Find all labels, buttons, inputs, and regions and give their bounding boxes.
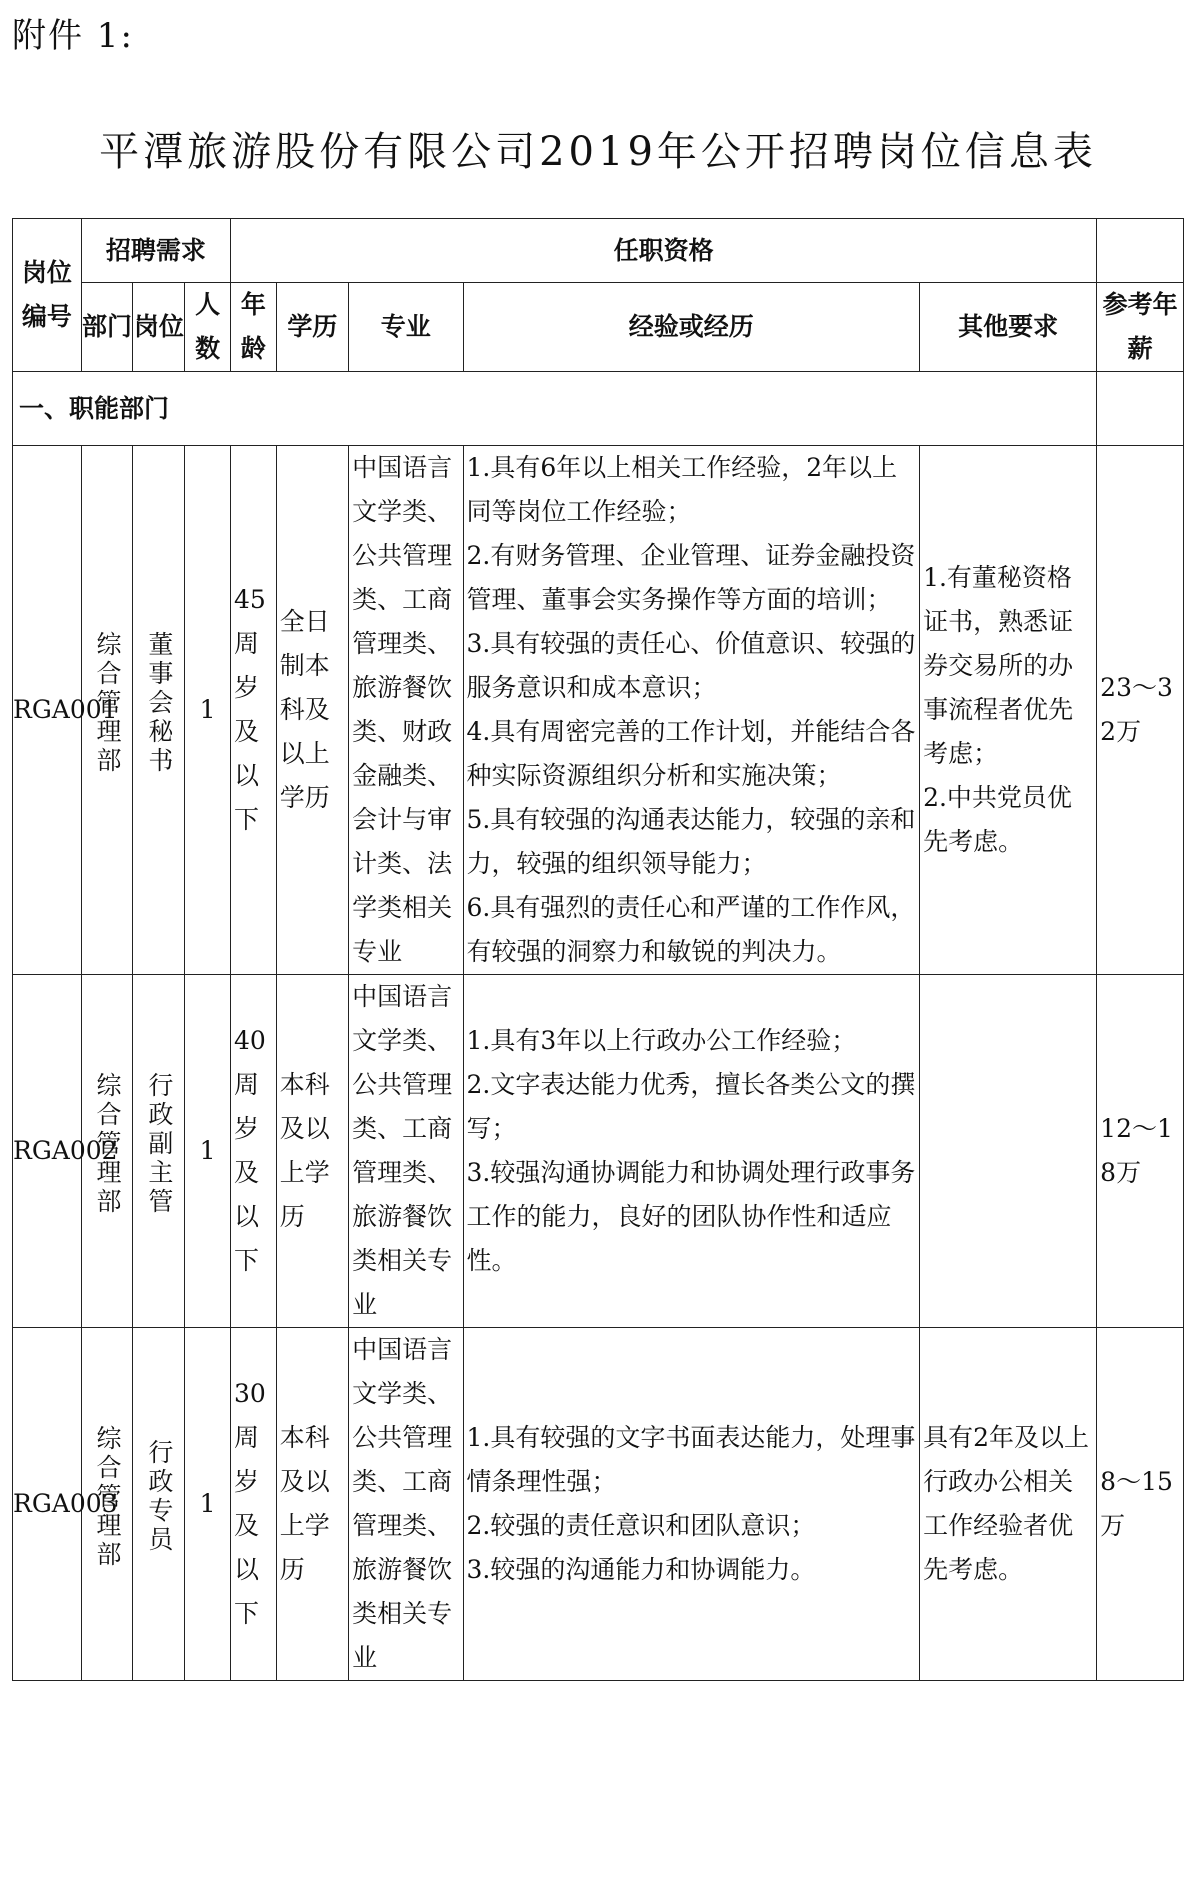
- major-cell: 中国语言文学类、公共管理类、工商管理类、旅游餐饮类、财政金融类、会计与审计类、法学类相关专业: [349, 446, 463, 975]
- header-exp: 经验或经历: [463, 283, 920, 372]
- salary-cell: 12～18万: [1097, 975, 1184, 1328]
- count-cell: 1: [185, 975, 231, 1328]
- post-text: 行政副主管: [144, 1071, 174, 1217]
- post-text: 行政专员: [144, 1439, 174, 1555]
- major-cell: 中国语言文学类、公共管理类、工商管理类、旅游餐饮类相关专业: [349, 975, 463, 1328]
- other-cell: [920, 975, 1097, 1328]
- post-code: RGA001: [13, 446, 82, 975]
- post-text: 董事会秘书: [144, 630, 174, 776]
- header-recruit-group: 招聘需求: [81, 219, 230, 283]
- exp-line: 3.具有较强的责任心、价值意识、较强的服务意识和成本意识；: [466, 629, 916, 702]
- table-row: [13, 1328, 1184, 1681]
- other-line: 具有2年及以上行政办公相关工作经验者优先考虑。: [923, 1423, 1089, 1584]
- dept-cell: [81, 1328, 133, 1681]
- table-row: [13, 975, 1184, 1328]
- count-cell: 1: [185, 446, 231, 975]
- exp-line: 6.具有强烈的责任心和严谨的工作作风，有较强的洞察力和敏锐的判决力。: [466, 893, 916, 966]
- major-cell: 中国语言文学类、公共管理类、工商管理类、旅游餐饮类相关专业: [349, 1328, 463, 1681]
- exp-cell: [463, 975, 920, 1328]
- exp-line: 3.较强的沟通能力和协调能力。: [466, 1555, 816, 1584]
- dept-text: 综合管理部: [93, 630, 123, 776]
- header-post-code: 岗位编号: [13, 219, 82, 372]
- header-other: 其他要求: [920, 283, 1097, 372]
- post-cell: [133, 1328, 185, 1681]
- dept-text: 综合管理部: [93, 1071, 123, 1217]
- other-cell: [920, 1328, 1097, 1681]
- dept-text: 综合管理部: [93, 1424, 123, 1570]
- post-cell: [133, 446, 185, 975]
- salary-cell: 8～15万: [1097, 1328, 1184, 1681]
- other-line: 2.中共党员优先考虑。: [923, 783, 1072, 856]
- annex-label: 附件 1:: [12, 16, 134, 56]
- header-age: 年龄: [231, 283, 277, 372]
- dept-cell: [81, 446, 133, 975]
- post-cell: [133, 975, 185, 1328]
- header-blank: [1097, 219, 1184, 283]
- exp-line: 1.具有较强的文字书面表达能力，处理事情条理性强；: [466, 1423, 916, 1496]
- salary-cell: 23～32万: [1097, 446, 1184, 975]
- edu-cell: 本科及以上学历: [276, 975, 348, 1328]
- post-code: RGA003: [13, 1328, 82, 1681]
- header-count: 人数: [185, 283, 231, 372]
- dept-cell: [81, 975, 133, 1328]
- page-title: 平潭旅游股份有限公司2019年公开招聘岗位信息表: [99, 129, 1097, 175]
- age-cell: 45周岁及以下: [231, 446, 277, 975]
- exp-line: 2.较强的责任意识和团队意识；: [466, 1511, 816, 1540]
- section-title: 一、职能部门: [13, 372, 1097, 446]
- exp-cell: [463, 1328, 920, 1681]
- exp-line: 1.具有3年以上行政办公工作经验；: [466, 1026, 857, 1055]
- edu-cell: 全日制本科及以上学历: [276, 446, 348, 975]
- edu-cell: 本科及以上学历: [276, 1328, 348, 1681]
- post-code: RGA002: [13, 975, 82, 1328]
- count-cell: 1: [185, 1328, 231, 1681]
- header-major: 专业: [349, 283, 463, 372]
- exp-line: 2.有财务管理、企业管理、证券金融投资管理、董事会实务操作等方面的培训；: [466, 541, 916, 614]
- header-qual-group: 任职资格: [231, 219, 1097, 283]
- header-dept: 部门: [81, 283, 133, 372]
- other-cell: [920, 446, 1097, 975]
- age-cell: 40周岁及以下: [231, 975, 277, 1328]
- other-line: 1.有董秘资格证书，熟悉证券交易所的办事流程者优先考虑；: [923, 563, 1074, 768]
- header-edu: 学历: [276, 283, 348, 372]
- recruitment-table: [12, 218, 1184, 1681]
- exp-line: 3.较强沟通协调能力和协调处理行政事务工作的能力，良好的团队协作性和适应性。: [466, 1158, 916, 1275]
- exp-line: 5.具有较强的沟通表达能力，较强的亲和力，较强的组织领导能力；: [466, 805, 916, 878]
- age-cell: 30周岁及以下: [231, 1328, 277, 1681]
- table-row: [13, 446, 1184, 975]
- header-post: 岗位: [133, 283, 185, 372]
- exp-line: 4.具有周密完善的工作计划，并能结合各种实际资源组织分析和实施决策；: [466, 717, 916, 790]
- section-blank: [1097, 372, 1184, 446]
- exp-line: 1.具有6年以上相关工作经验，2年以上同等岗位工作经验；: [466, 453, 898, 526]
- exp-line: 2.文字表达能力优秀，擅长各类公文的撰写；: [466, 1070, 916, 1143]
- exp-cell: [463, 446, 920, 975]
- header-salary: 参考年薪: [1097, 283, 1184, 372]
